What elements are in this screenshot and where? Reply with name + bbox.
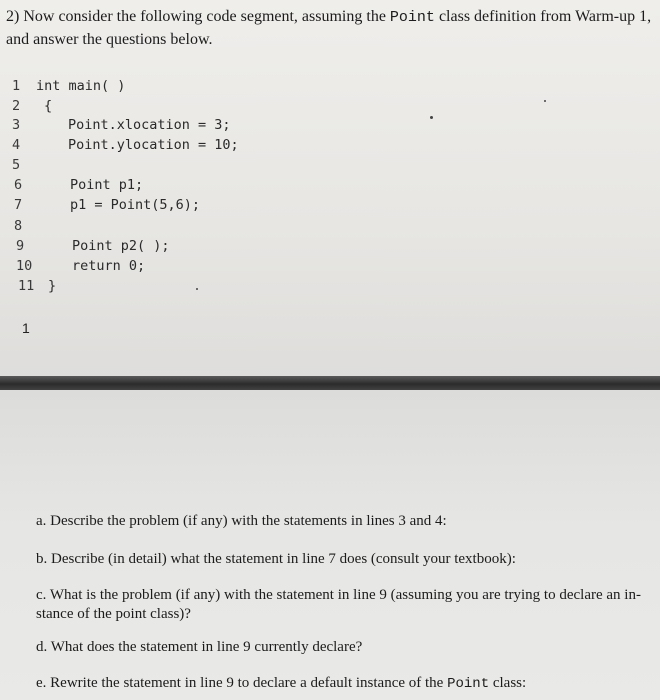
line-number: 4 — [12, 137, 21, 153]
line-number: 5 — [12, 157, 21, 173]
code-line-7 — [14, 197, 200, 217]
question-e — [36, 674, 654, 694]
line-number: 7 — [14, 197, 23, 213]
code-text: } — [48, 278, 57, 294]
code-line-9 — [16, 238, 170, 258]
dust-speck — [196, 288, 198, 290]
dust-speck — [430, 116, 433, 119]
question-b: b. Describe (in detail) what the statement in line 7 does (consult your textbook): — [36, 551, 516, 567]
line-number: 6 — [14, 177, 23, 193]
dust-speck — [544, 100, 546, 102]
question-e-text-1: e. Rewrite the statement in line 9 to declare a default instance of the — [36, 675, 448, 691]
question-c: c. What is the problem (if any) with the statement in line 9 (assuming you are trying to declare an in-stance of the point class)? — [36, 587, 641, 622]
line-number: 10 — [16, 258, 33, 274]
line-number: 8 — [14, 218, 23, 234]
question-a: a. Describe the problem (if any) with the statements in lines 3 and 4: — [36, 513, 447, 529]
code-text: int main( ) — [36, 78, 126, 94]
code-line-10 — [16, 258, 145, 278]
code-text: Point p2( ); — [72, 238, 170, 254]
question-e-code-word: Point — [447, 676, 490, 692]
code-line-11 — [18, 278, 56, 298]
question-heading — [6, 6, 656, 51]
code-text: Point.xlocation = 3; — [68, 117, 231, 133]
page-number: 1 — [22, 320, 30, 336]
code-line-4 — [12, 137, 239, 157]
code-line-6 — [14, 177, 143, 197]
code-text: Point.ylocation = 10; — [68, 137, 239, 153]
line-number: 1 — [12, 78, 21, 94]
question-d: d. What does the statement in line 9 currently declare? — [36, 639, 363, 655]
code-line-2 — [12, 98, 52, 118]
heading-text-1: 2) Now consider the following code segment, assuming the — [6, 8, 390, 25]
heading-text-2: class definition from Warm-up 1, and answer the questions below. — [6, 8, 652, 48]
code-line-8 — [14, 218, 38, 238]
heading-code-word: Point — [389, 9, 435, 26]
line-number: 9 — [16, 238, 25, 254]
line-number: 3 — [12, 117, 21, 133]
code-text: { — [44, 98, 53, 114]
code-segment — [12, 78, 532, 308]
code-line-1 — [12, 78, 125, 98]
line-number: 11 — [18, 278, 35, 294]
code-line-5 — [12, 157, 36, 177]
code-text: p1 = Point(5,6); — [70, 197, 201, 213]
code-text: Point p1; — [70, 177, 144, 193]
line-number: 2 — [12, 98, 21, 114]
code-text: return 0; — [72, 258, 146, 274]
question-e-text-2: class: — [489, 675, 527, 691]
code-line-3 — [12, 117, 231, 137]
